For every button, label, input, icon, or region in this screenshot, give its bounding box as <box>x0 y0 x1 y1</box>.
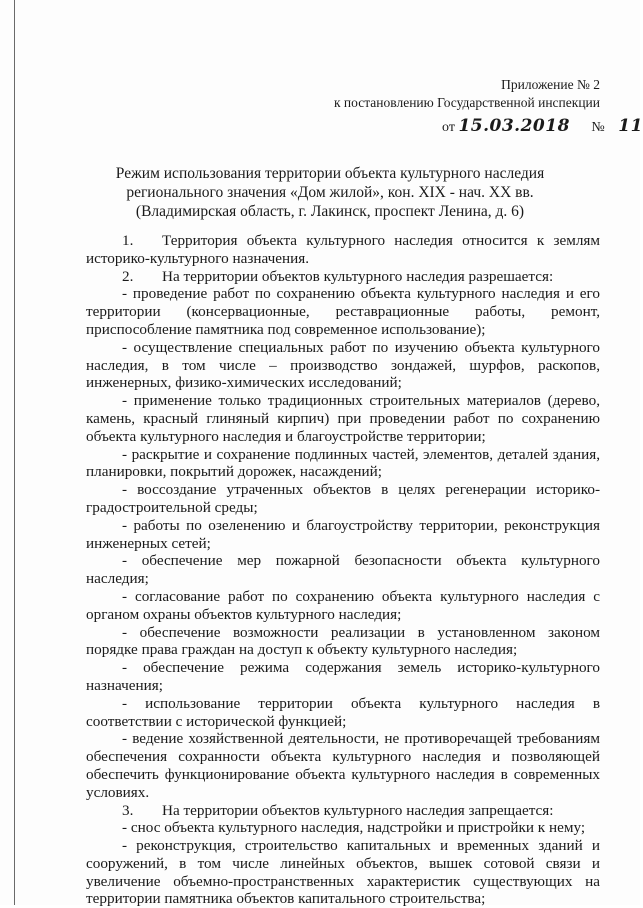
paragraph <box>86 837 600 908</box>
page-edge-line <box>14 0 15 905</box>
paragraph-number: 3. <box>122 801 134 819</box>
paragraph <box>86 588 600 624</box>
paragraph <box>86 730 600 801</box>
appendix-label: Приложение № 2 <box>501 77 600 92</box>
paragraph <box>86 339 600 392</box>
date-prefix: от <box>442 120 455 135</box>
paragraph <box>86 552 600 588</box>
paragraph-text: - согласование работ по сохранению объекта культурного наследия с органом охраны объектов культурного наследия; <box>86 587 600 623</box>
paragraph <box>86 232 600 268</box>
paragraph-text: - работы по озеленению и благоустройству территории, реконструкция инженерных сетей; <box>86 516 600 552</box>
paragraph <box>86 481 600 517</box>
paragraph <box>86 446 600 482</box>
document-title <box>60 164 600 221</box>
title-line-2: регионального значения «Дом жилой», кон. XIX - нач. XX вв. <box>126 184 534 201</box>
document-body <box>86 232 600 908</box>
paragraph <box>86 268 600 286</box>
paragraph-text: - обеспечение мер пожарной безопасности объекта культурного наследия; <box>86 552 600 588</box>
paragraph-text: На территории объектов культурного наследия разрешается: <box>162 267 554 285</box>
number-prefix: № <box>591 120 605 135</box>
paragraph-text: - обеспечение возможности реализации в установленном законом порядке права граждан на доступ к объекту культурного наследия; <box>86 623 600 659</box>
paragraph-text: Территория объекта культурного наследия относится к землям историко-культурного назначения. <box>86 232 600 267</box>
paragraph-text: - ведение хозяйственной деятельности, не противоречащей требованиям обеспечения сохранности объекта культурного наследия и позволяющей обеспечить функционирование объекта культурного наследия в современных условиях. <box>86 730 600 801</box>
paragraph-text: - проведение работ по сохранению объекта культурного наследия и его территории (консервационные, реставрационные работы, ремонт, приспособление памятника под современное использование); <box>86 285 600 338</box>
title-line-1: Режим использования территории объекта культурного наследия <box>115 165 545 182</box>
paragraph <box>86 285 600 338</box>
paragraph <box>86 624 600 660</box>
paragraph-text: - воссоздание утраченных объектов в целях регенерации историко-градостроительной среды; <box>86 481 600 516</box>
paragraph-text: - снос объекта культурного наследия, надстройки и пристройки к нему; <box>122 819 586 837</box>
paragraph-text: - осуществление специальных работ по изучению объекта культурного наследия, в том числе – производство зондажей, шурфов, раскопов, инженерных, физико-химических исследований; <box>86 338 600 392</box>
title-line-3: (Владимирская область, г. Лакинск, проспект Ленина, д. 6) <box>135 203 525 220</box>
paragraph-text: - обеспечение режима содержания земель историко-культурного назначения; <box>86 659 600 694</box>
handwritten-number: 11 <box>618 116 643 136</box>
paragraph-number: 1. <box>122 232 134 249</box>
paragraph-text: - реконструкция, строительство капитальных и временных зданий и сооружений, в том числе линейных объектов, вышек сотовой связи и увеличение объемно-пространственных характеристик существующих на территории памятника объектов капитального строительства; <box>86 837 600 908</box>
order-date-number-line <box>442 116 643 136</box>
paragraph <box>86 659 600 695</box>
paragraph-text: - применение только традиционных строительных материалов (дерево, камень, красный глиняный кирпич) при проведении работ по сохранению объекта культурного наследия и благоустройстве территории; <box>86 392 600 445</box>
paragraph-number: 2. <box>122 267 134 285</box>
paragraph <box>86 802 600 820</box>
resolution-label: к постановлению Государственной инспекции <box>334 95 600 110</box>
paragraph-text: - использование территории объекта культурного наследия в соответствии с исторической функцией; <box>86 694 600 730</box>
paragraph <box>86 695 600 731</box>
handwritten-date: 15.03.2018 <box>458 116 570 136</box>
paragraph <box>86 392 600 445</box>
paragraph <box>86 819 600 837</box>
paragraph <box>86 517 600 553</box>
paragraph-text: На территории объектов культурного наследия запрещается: <box>162 801 554 819</box>
appendix-header <box>334 76 600 112</box>
paragraph-text: - раскрытие и сохранение подлинных частей, элементов, деталей здания, планировки, покрытий дорожек, насаждений; <box>86 445 600 481</box>
